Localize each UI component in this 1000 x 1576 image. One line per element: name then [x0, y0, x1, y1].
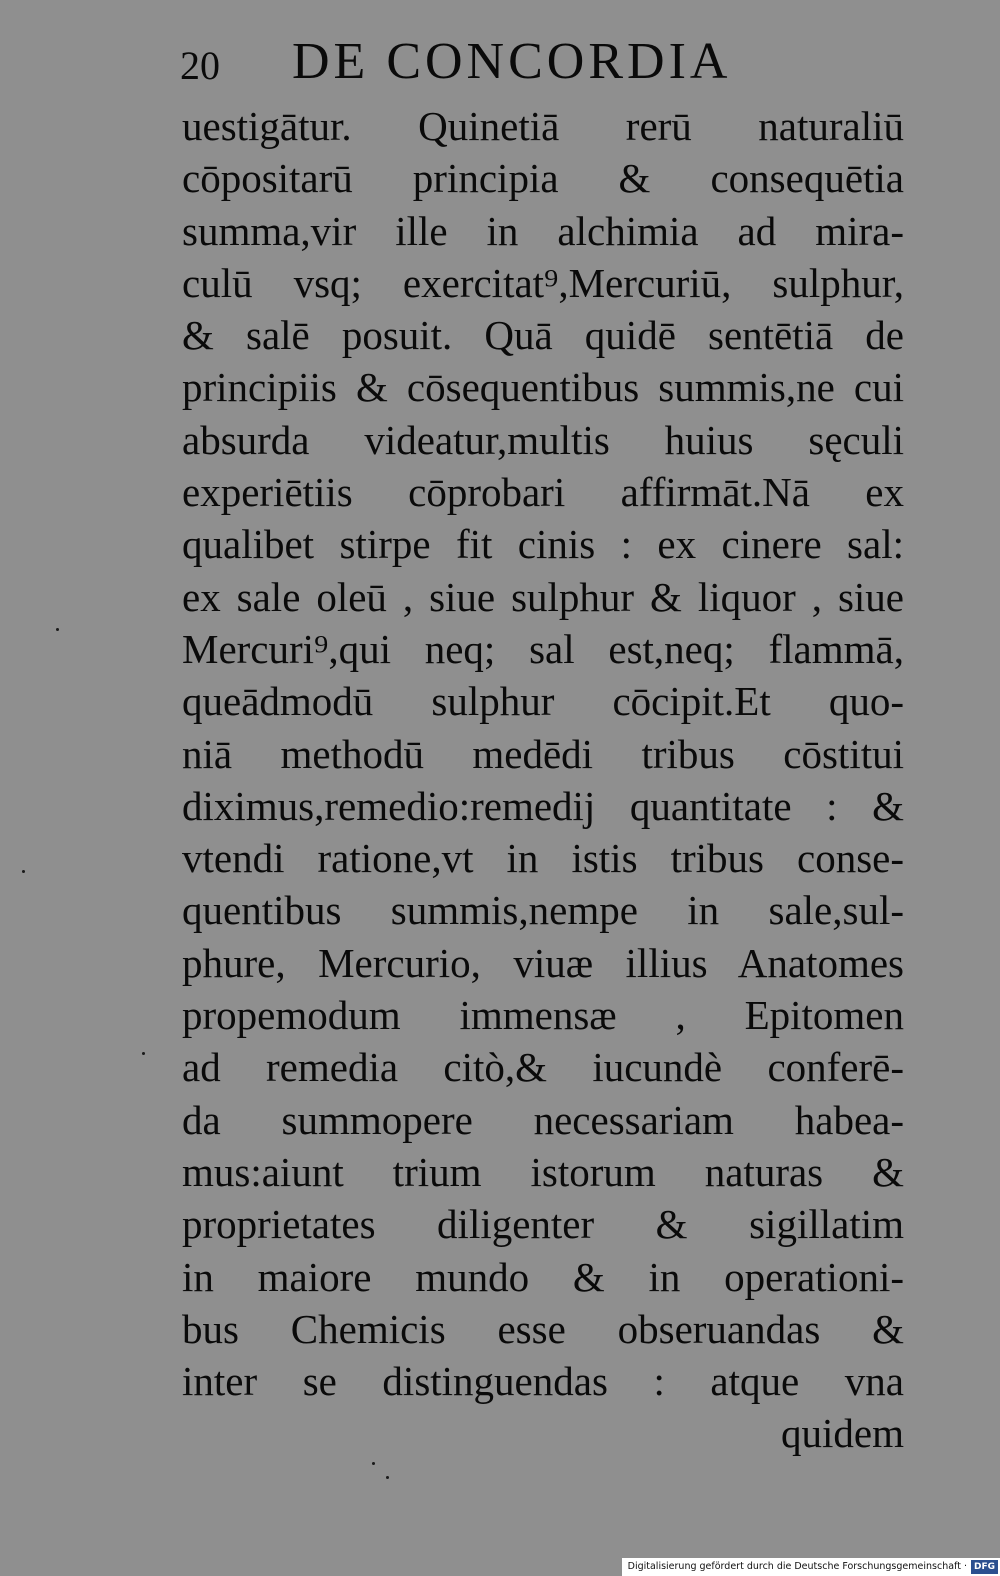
scan-speck	[142, 1052, 145, 1055]
text-line: bus Chemicis esse obseruandas &	[182, 1305, 904, 1352]
page-header	[180, 34, 900, 94]
digitization-footer	[622, 1558, 1000, 1576]
scan-speck	[372, 1462, 375, 1465]
scan-speck	[386, 1476, 389, 1479]
text-line: in maiore mundo & in operationi-	[182, 1253, 904, 1300]
text-line: Mercuri⁹,qui neq; sal est,neq; flammā,	[182, 625, 904, 672]
text-line: propemodum immensæ , Epitomen	[182, 992, 904, 1039]
text-line: mus:aiunt trium istorum naturas &	[182, 1148, 904, 1195]
text-line: absurda videatur,multis huius sęculi	[182, 416, 904, 463]
text-line: quentibus summis,nempe in sale,sul-	[182, 887, 904, 934]
text-line: proprietates diligenter & sigillatim	[182, 1201, 904, 1248]
text-line: vtendi ratione,vt in istis tribus conse-	[182, 835, 904, 882]
page-number: 20	[180, 43, 220, 88]
text-line: niā methodū medēdi tribus cōstitui	[182, 730, 904, 777]
dfg-logo: DFG	[971, 1560, 998, 1574]
text-line: experiētiis cōprobari affirmāt.Nā ex	[182, 469, 904, 516]
text-line: & salē posuit. Quā quidē sentētiā de	[182, 312, 904, 359]
text-line: cōpositarū principia & consequētia	[182, 155, 904, 202]
scan-speck	[22, 870, 25, 873]
text-line: ex sale oleū , siue sulphur & liquor , siue	[182, 573, 904, 620]
catchword: quidem	[781, 1410, 904, 1457]
text-line: qualibet stirpe fit cinis : ex cinere sal:	[182, 521, 904, 568]
body-text	[182, 100, 904, 1460]
text-line: diximus,remedio:remedij quantitate : &	[182, 782, 904, 829]
text-line: da summopere necessariam habea-	[182, 1096, 904, 1143]
footer-credit: Digitalisierung gefördert durch die Deutsche Forschungsgemeinschaft ·	[627, 1561, 967, 1572]
text-line: summa,vir ille in alchimia ad mira-	[182, 207, 904, 254]
text-line: ad remedia citò,& iucundè conferē-	[182, 1044, 904, 1091]
scan-speck	[56, 628, 59, 631]
running-title: DE CONCORDIA	[292, 33, 732, 90]
text-line: queādmodū sulphur cōcipit.Et quo-	[182, 678, 904, 725]
text-line: uestigātur. Quinetiā rerū naturaliū	[182, 103, 904, 149]
text-line: inter se distinguendas : atque vna	[182, 1358, 904, 1405]
text-line: culū vsq; exercitat⁹,Mercuriū, sulphur,	[182, 259, 904, 306]
text-line: phure, Mercurio, viuæ illius Anatomes	[182, 939, 904, 986]
text-line: principiis & cōsequentibus summis,ne cui	[182, 364, 904, 411]
